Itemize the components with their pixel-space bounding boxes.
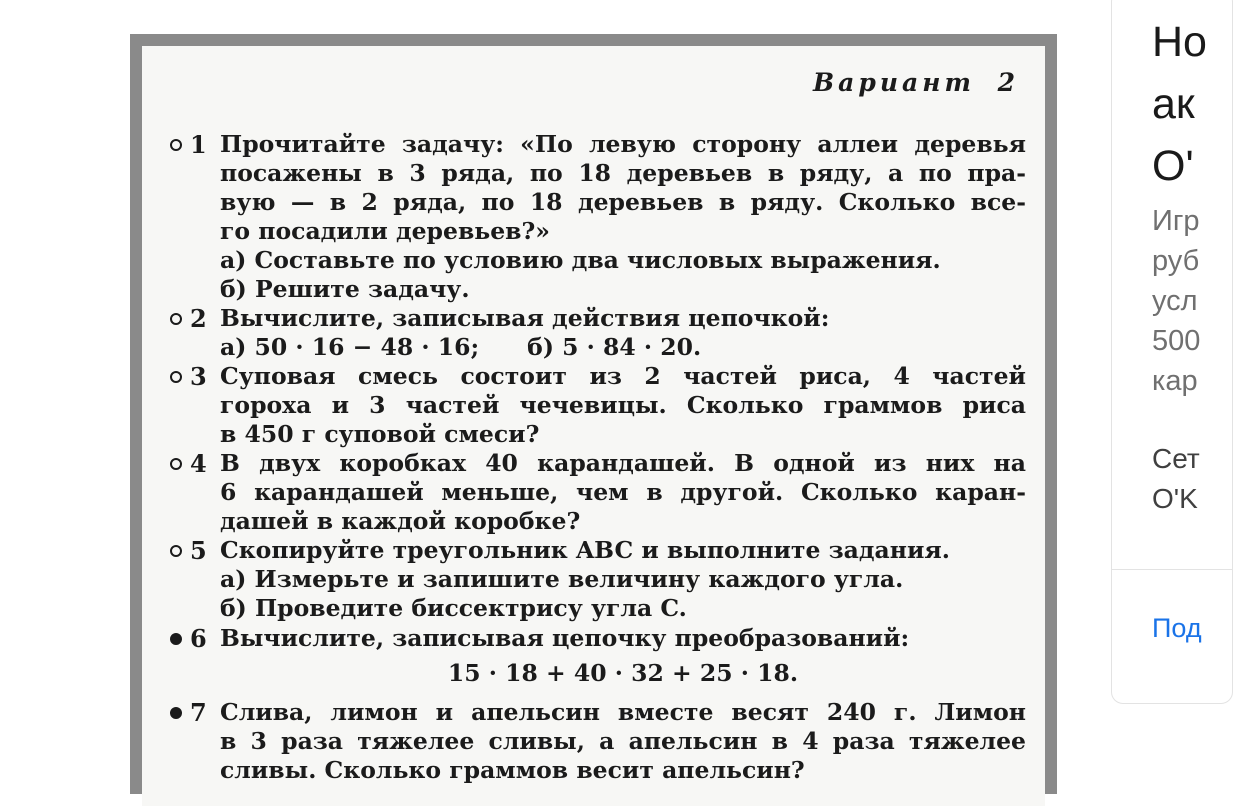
task-number: 6 [190,624,207,653]
worksheet-frame [130,34,1057,794]
side-card-link[interactable]: Под [1152,613,1202,643]
task-line: а) Составьте по условию два числовых выражения. [220,246,941,274]
side-title-line: O' [1152,142,1194,190]
side-source-line: O'K [1152,483,1198,514]
task-line: Суповая смесь состоит из 2 частей риса, 4 частей [220,362,1026,390]
task-line: в 450 г суповой смеси? [220,420,540,448]
side-desc-line: Игр [1152,205,1200,237]
task-line: гороха и 3 частей чечевицы. Сколько граммов риса [220,391,1026,419]
open-circle-icon [170,371,182,383]
open-circle-icon [170,313,182,325]
task-line: а) Измерьте и запишите величину каждого угла. [220,565,904,593]
task-line: в 3 раза тяжелее сливы, а апельсин в 4 раза тяжелее [220,727,1026,755]
task-line: Прочитайте задачу: «По левую сторону аллеи деревья [220,130,1026,158]
side-desc-line: усл [1152,285,1198,317]
side-title-line: Но [1152,18,1207,66]
task-parts-line [220,333,1026,362]
task-line: Вычислите, записывая цепочку преобразований: [220,624,910,652]
side-card-source [1152,439,1200,519]
part-b: б) 5 · 84 · 20. [527,333,702,361]
worksheet-page [142,46,1045,806]
task-number: 7 [190,698,207,727]
variant-heading: Вариант 2 [813,68,1019,97]
task-expression: 15 · 18 + 40 · 32 + 25 · 18. [447,659,799,687]
task-number: 4 [190,449,207,478]
side-title-line: ак [1152,80,1195,128]
task-number: 3 [190,362,207,391]
task-line: дашей в каждой коробке? [220,507,581,535]
open-circle-icon [170,458,182,470]
side-card[interactable] [1111,0,1233,704]
task-line: б) Решите задачу. [220,275,470,303]
task-line: го посадили деревьев?» [220,217,550,245]
task-number: 5 [190,536,207,565]
task-line: сливы. Сколько граммов весит апельсин? [220,756,805,784]
task-number: 1 [190,130,207,159]
open-circle-icon [170,545,182,557]
side-source-line: Сет [1152,443,1200,474]
side-card-divider [1112,569,1232,570]
task-line: посажены в 3 ряда, по 18 деревьев в ряду, а по пра- [220,159,1026,187]
filled-circle-icon [170,633,182,645]
task-line: б) Проведите биссектрису угла C. [220,594,687,622]
part-a: а) 50 · 16 − 48 · 16; [220,333,480,361]
task-line: Слива, лимон и апельсин вместе весят 240 г. Лимон [220,698,1026,726]
task-line: 6 карандашей меньше, чем в другой. Сколько каран- [220,478,1026,506]
open-circle-icon [170,139,182,151]
side-card-title [1152,11,1207,197]
filled-circle-icon [170,707,182,719]
side-desc-line: руб [1152,245,1200,277]
task-number: 2 [190,304,207,333]
task-line: Вычислите, записывая действия цепочкой: [220,304,830,332]
side-desc-line: кар [1152,365,1198,397]
side-desc-line: 500 [1152,325,1201,357]
task-line: вую — в 2 ряда, по 18 деревьев в ряду. Сколько все- [220,188,1026,216]
side-card-description [1152,201,1200,401]
task-line: Скопируйте треугольник ABC и выполните задания. [220,536,950,564]
task-line: В двух коробках 40 карандашей. В одной из них на [220,449,1026,477]
